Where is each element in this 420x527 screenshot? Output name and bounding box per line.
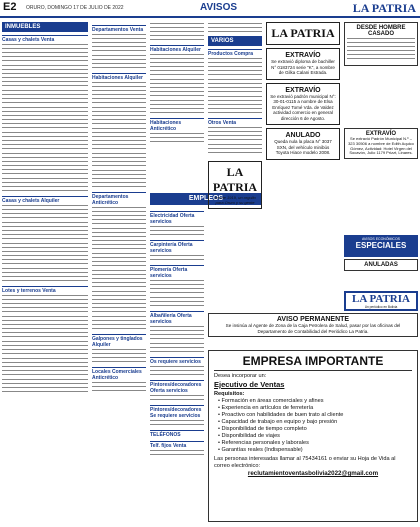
classified-ad	[150, 255, 204, 262]
promo-logo: LA PATRIA	[212, 165, 258, 194]
classifieds-column-2	[92, 22, 146, 395]
newspaper-footer-logo	[344, 291, 418, 311]
classified-ad	[92, 55, 146, 70]
requirement-item: • Disponibilidad de viajes	[218, 433, 412, 440]
requirement-item: • Disponibilidad de tiempo completo	[218, 426, 412, 433]
classified-ad	[2, 205, 88, 220]
anulado-notice	[266, 128, 340, 160]
subsection-title: Carpintería Oferta servicios	[150, 240, 204, 254]
subsection-title: Productos Compra	[208, 49, 262, 57]
job-email-link[interactable]: reclutamientoventasbolivia2022@gmail.com	[247, 470, 379, 477]
classified-ad	[92, 382, 146, 393]
requirement-item: • Formación en áreas comerciales y afines	[218, 398, 412, 405]
classified-ad	[2, 44, 88, 63]
page-number: E2	[3, 1, 17, 13]
classified-ad	[92, 228, 146, 251]
classified-ad	[150, 297, 204, 308]
requirement-item: • Experiencia en artículos de ferretería	[218, 405, 412, 412]
classified-ad	[92, 207, 146, 226]
classified-ad	[2, 295, 88, 314]
requirements-label: Requisitos:	[214, 391, 245, 397]
classified-ad	[2, 341, 88, 356]
classified-ad	[208, 58, 262, 77]
classified-ad	[208, 23, 262, 34]
classified-ad	[2, 107, 88, 130]
extravio-notice	[266, 48, 340, 80]
classified-ad	[208, 144, 262, 155]
job-contact: Las personas interesadas llamar al 75434161 o enviar su Hoja de Vida al correo electrónico:	[214, 456, 396, 469]
subsection-title: Departamentos Anticrético	[92, 192, 146, 206]
notice-title: ANULADO	[285, 132, 321, 139]
extravio-notice	[266, 83, 340, 126]
classified-ad	[208, 127, 262, 142]
newspaper-logo-box	[266, 22, 340, 45]
box-logo: LA PATRIA	[271, 26, 335, 40]
subsection-title: Otros Venta	[208, 118, 262, 126]
newspaper-promo	[208, 161, 262, 209]
requirements-list	[218, 398, 412, 454]
subsection-title: Telf. fijos Venta	[150, 441, 204, 449]
classified-ad	[2, 153, 88, 176]
classified-ad	[150, 343, 204, 354]
classified-ad	[150, 100, 204, 115]
notice-body: Se extravió Padrón Municipal N.º – 323 30506 a nombre de Edith Aquico Gómez, Actividad: Hotel Virgen del Socavón, Julio 1179 Prizzt, Linares.	[348, 136, 414, 156]
subsection-title: Lotes y terrenos Venta	[2, 286, 88, 294]
notice-body: Se extravió diploma de bachiller N° 0183724 serie "K", a nombre de Gilka Calani Estrada.	[271, 59, 335, 75]
classified-ad	[2, 65, 88, 88]
subsection-title: Electricidad Oferta servicios	[150, 211, 204, 225]
requirement-item: • Proactivo con habilidades de buen trato al cliente	[218, 412, 412, 419]
job-ad-title: EMPRESA IMPORTANTE	[214, 354, 412, 371]
footer-sub: Un periódico en Bolivia	[364, 305, 398, 309]
classified-ad	[2, 268, 88, 283]
classified-ad	[92, 349, 146, 364]
classified-ad	[92, 270, 146, 289]
subsection-title: Departamentos Venta	[92, 25, 146, 33]
notice-title: EXTRAVÍO	[365, 131, 397, 137]
classified-ad	[2, 243, 88, 266]
classified-ad	[92, 34, 146, 53]
classified-ad	[150, 54, 204, 77]
subsection-title: Pintores/decoradores Se requiere servicios	[150, 405, 204, 419]
notices-column-5	[266, 22, 340, 163]
notice-body: Se insinúa al Agente de Zona de la Caja Petrolera de Salud, pasar por las oficinas del Departamento de Contabilidad del Periódico La Patria.	[225, 323, 401, 334]
subsection-title: Albañilería Oferta servicios	[150, 311, 204, 325]
classified-ad	[92, 107, 146, 126]
section-title: AVISOS	[200, 2, 238, 13]
classified-ad	[2, 178, 88, 193]
category-header: INMUEBLES	[2, 22, 88, 32]
subsection-title: Casas y chalets Venta	[2, 35, 88, 43]
page-header	[0, 0, 420, 18]
classified-ad	[92, 253, 146, 268]
anuladas-notice	[344, 259, 418, 271]
requirement-item: • Capacidad de trabajo en equipo y bajo presión	[218, 419, 412, 426]
classifieds-column-3	[150, 22, 204, 146]
extravio-notice	[344, 128, 418, 159]
permanent-notice	[208, 313, 418, 337]
classified-ad	[150, 133, 204, 144]
classified-ad	[150, 226, 204, 237]
section-band-empleos: EMPLEOS	[150, 193, 262, 205]
banner-top: AVISOS ECONÓMICOS	[361, 237, 401, 241]
classified-ad	[2, 90, 88, 105]
classified-ad	[150, 23, 204, 42]
classified-ad	[2, 379, 88, 394]
subsection-title: Habitaciones Alquiler	[92, 73, 146, 81]
banner-title: ESPECIALES	[355, 241, 407, 250]
classified-ad	[150, 79, 204, 98]
subsection-title: Casas y chalets Alquiler	[2, 196, 88, 204]
classified-ad	[347, 38, 415, 61]
especiales-banner	[344, 235, 418, 257]
classified-ad	[92, 128, 146, 151]
notice-body: Se extravió padrón municipal N°: 30-01-0115 a nombre de Elsa Enríquez Tomé Vda. de Valdez actividad comercio en general dirección 6 de Agosto.	[270, 93, 336, 121]
requirement-item: • Referencias personales y laborales	[218, 440, 412, 447]
classified-ad	[150, 450, 204, 457]
classified-ad	[150, 366, 204, 377]
job-ad-intro: Desea incorporar un:	[214, 373, 267, 379]
classified-ad	[2, 358, 88, 377]
subsection-title: Habitaciones Alquiler	[150, 45, 204, 53]
classified-ad	[2, 316, 88, 339]
subsection-title: Plomería Oferta servicios	[150, 265, 204, 279]
notice-title: AVISO PERMANENTE	[276, 316, 350, 323]
notice-body: Queda nula la placa N° 3037 SXN, del vehículo minibús Toyota Hiace modelo 2008.	[274, 139, 332, 155]
classified-ad	[2, 132, 88, 151]
classified-ad	[150, 280, 204, 295]
classified-ad	[208, 79, 262, 94]
classified-ad	[150, 326, 204, 341]
side-notice	[344, 22, 418, 66]
subsection-title: Galpones y tinglados Alquiler	[92, 334, 146, 348]
subsection-title: Habitaciones Anticrético	[150, 118, 204, 132]
classified-ad	[92, 82, 146, 105]
classified-ad	[92, 291, 146, 314]
classified-ad	[208, 96, 262, 115]
subsection-title: TELÉFONOS	[150, 430, 204, 438]
notice-title: ANULADAS	[364, 262, 398, 268]
subsection-title: Locales Comerciales Anticrético	[92, 367, 146, 381]
classified-ad	[92, 153, 146, 168]
classifieds-column-4	[208, 22, 262, 212]
promo-slogan: Desde 1919, un orgullo para Oruro y su gente	[214, 195, 256, 205]
classifieds-column-1	[2, 22, 88, 396]
classifieds-column-3-empleos	[150, 208, 204, 459]
classified-ad	[92, 170, 146, 189]
subsection-title: Pintores/decoradores Oferta servicios	[150, 380, 204, 394]
classified-ad	[92, 316, 146, 331]
classified-ad	[150, 395, 204, 402]
newspaper-logo: LA PATRIA	[352, 1, 416, 15]
job-ad	[208, 350, 418, 522]
classified-ad	[150, 420, 204, 427]
subsection-title: Os requiere servicios	[150, 357, 204, 365]
notice-title: EXTRAVÍO	[285, 52, 321, 59]
job-role: Ejecutivo de Ventas	[214, 380, 285, 389]
classified-ad	[2, 222, 88, 241]
notice-title: DESDE HOMBRE CASADO	[356, 25, 406, 37]
issue-date: ORURO, DOMINGO 17 DE JULIO DE 2022	[26, 5, 124, 11]
requirement-item: • Garantías reales (Indispensable)	[218, 447, 412, 454]
notice-title: EXTRAVÍO	[285, 86, 321, 94]
category-header: VARIOS	[208, 36, 262, 46]
footer-logo: LA PATRIA	[352, 293, 410, 305]
